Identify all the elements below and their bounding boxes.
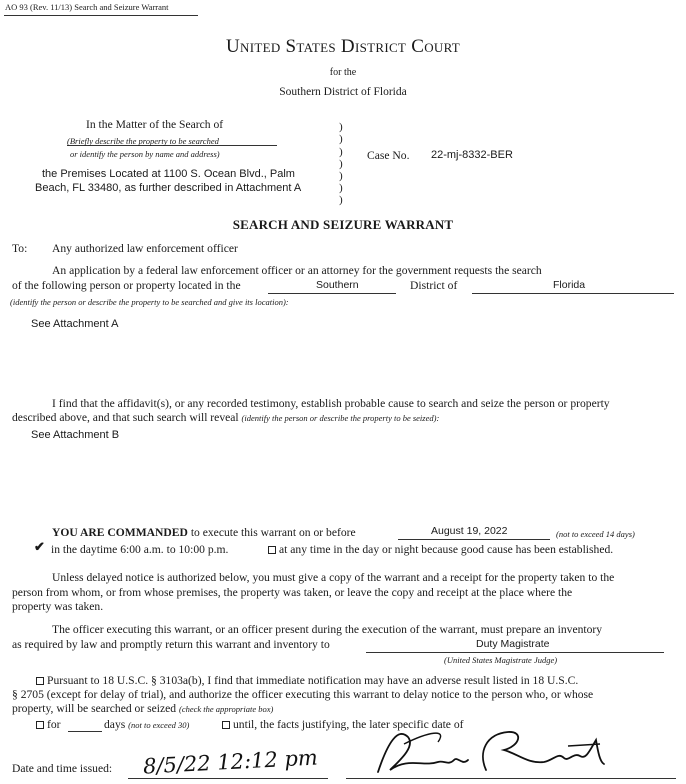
delay-line-1	[36, 674, 578, 687]
finding-note: (identify the person or describe the property to be seized):	[241, 413, 440, 423]
judge-line	[366, 652, 664, 653]
to-recipient: Any authorized law enforcement officer	[52, 242, 238, 255]
notice-line-3: property was taken.	[12, 600, 104, 613]
state-value: Florida	[553, 279, 586, 291]
notice-line-1: Unless delayed notice is authorized below, you must give a copy of the warrant and a receipt for the property taken to the	[52, 571, 615, 584]
delay-for-checkbox[interactable]	[36, 721, 44, 729]
delay-days-label: days	[104, 718, 126, 731]
command-date: August 19, 2022	[431, 525, 508, 537]
finding-line-2	[12, 411, 439, 424]
command-line	[52, 526, 356, 539]
district-value-line	[268, 293, 396, 294]
paren: )	[339, 158, 343, 170]
attachment-b: See Attachment B	[31, 429, 120, 441]
delay-for-label: for	[47, 718, 61, 731]
finding-line-1: I find that the affidavit(s), or any recorded testimony, establish probable cause to search and seize the person or property	[52, 397, 610, 410]
delay-for-option	[36, 718, 61, 731]
court-title: United States District Court	[226, 36, 460, 57]
delay-line-2: § 2705 (except for delay of trial), and authorize the officer executing this warrant to delay notice to the person who, or whose	[12, 688, 594, 701]
application-line-1: An application by a federal law enforcement officer or an attorney for the government requests the search	[52, 264, 542, 277]
finding-line-2-text: described above, and that such search will reveal	[12, 411, 239, 424]
premises-line-2: Beach, FL 33480, as further described in Attachment A	[35, 182, 302, 194]
anytime-option	[268, 543, 613, 556]
judge-note: (United States Magistrate Judge)	[444, 655, 558, 665]
in-the-matter: In the Matter of the Search of	[86, 118, 224, 131]
judge-value: Duty Magistrate	[476, 638, 550, 650]
daytime-text: in the daytime 6:00 a.m. to 10:00 p.m.	[51, 543, 229, 556]
district-name: Southern District of Florida	[279, 86, 407, 98]
inventory-line-1: The officer executing this warrant, or an officer present during the execution of the warrant, must prepare an inventory	[52, 623, 603, 636]
issued-label: Date and time issued:	[12, 762, 113, 775]
not-exceed-14: (not to exceed 14 days)	[556, 529, 635, 539]
warrant-title: SEARCH AND SEIZURE WARRANT	[232, 217, 454, 232]
delay-days-line	[68, 731, 102, 732]
delay-text-3: property, will be searched or seized	[12, 702, 177, 715]
signature-scrawl	[368, 722, 608, 782]
command-bold: YOU ARE COMMANDED	[52, 526, 188, 539]
application-line-2: of the following person or property located in the	[12, 279, 241, 292]
paren: )	[339, 146, 343, 158]
district-of-label: District of	[410, 279, 458, 292]
delay-until-checkbox[interactable]	[222, 721, 230, 729]
inventory-line-2: as required by law and promptly return this warrant and inventory to	[12, 638, 330, 651]
paren: )	[339, 182, 343, 194]
form-id-line	[5, 2, 169, 12]
delay-until-label: until, the facts justifying, the later specific date of	[233, 718, 464, 731]
premises-line-1: the Premises Located at 1100 S. Ocean Blvd., Palm	[42, 168, 295, 180]
daytime-checkbox[interactable]: ✔	[34, 539, 45, 554]
delay-text-1: Pursuant to 18 U.S.C. § 3103a(b), I find that immediate notification may have an adverse result listed in 18 U.S.C.	[47, 674, 579, 687]
form-id-underline	[4, 15, 198, 16]
issued-handwritten: 8/5/22 12:12 pm	[142, 745, 319, 779]
judge-signature	[368, 722, 608, 784]
paren: )	[339, 194, 343, 206]
to-label: To:	[12, 242, 28, 255]
delay-days	[104, 718, 189, 731]
case-label: Case No.	[367, 149, 410, 162]
delay-days-note: (not to exceed 30)	[128, 720, 190, 730]
delay-checkbox[interactable]	[36, 677, 44, 685]
identify-note: (identify the person or describe the property to be searched and give its location):	[10, 297, 289, 307]
anytime-checkbox[interactable]	[268, 546, 276, 554]
district-value: Southern	[316, 279, 359, 291]
case-number: 22-mj-8332-BER	[431, 149, 513, 161]
form-id: AO 93	[5, 2, 28, 12]
issued-line	[128, 778, 328, 779]
brief-describe-2: or identify the person by name and address)	[70, 149, 220, 159]
attachment-a: See Attachment A	[31, 318, 119, 330]
delay-line-3	[12, 702, 273, 715]
state-value-line	[472, 293, 674, 294]
command-date-line	[398, 539, 550, 540]
paren: )	[339, 170, 343, 182]
delay-check-note: (check the appropriate box)	[178, 704, 274, 714]
notice-line-2: person from whom, or from whose premises, the property was taken, or leave the copy and receipt at the place where the	[12, 586, 573, 599]
for-the: for the	[329, 67, 357, 78]
paren: )	[339, 133, 343, 145]
form-revision: (Rev. 11/13) Search and Seizure Warrant	[30, 2, 169, 12]
command-rest: to execute this warrant on or before	[190, 526, 356, 539]
paren: )	[339, 121, 343, 133]
anytime-text: at any time in the day or night because good cause has been established.	[279, 543, 614, 556]
brief-describe-1: (Briefly describe the property to be searched	[67, 136, 219, 146]
